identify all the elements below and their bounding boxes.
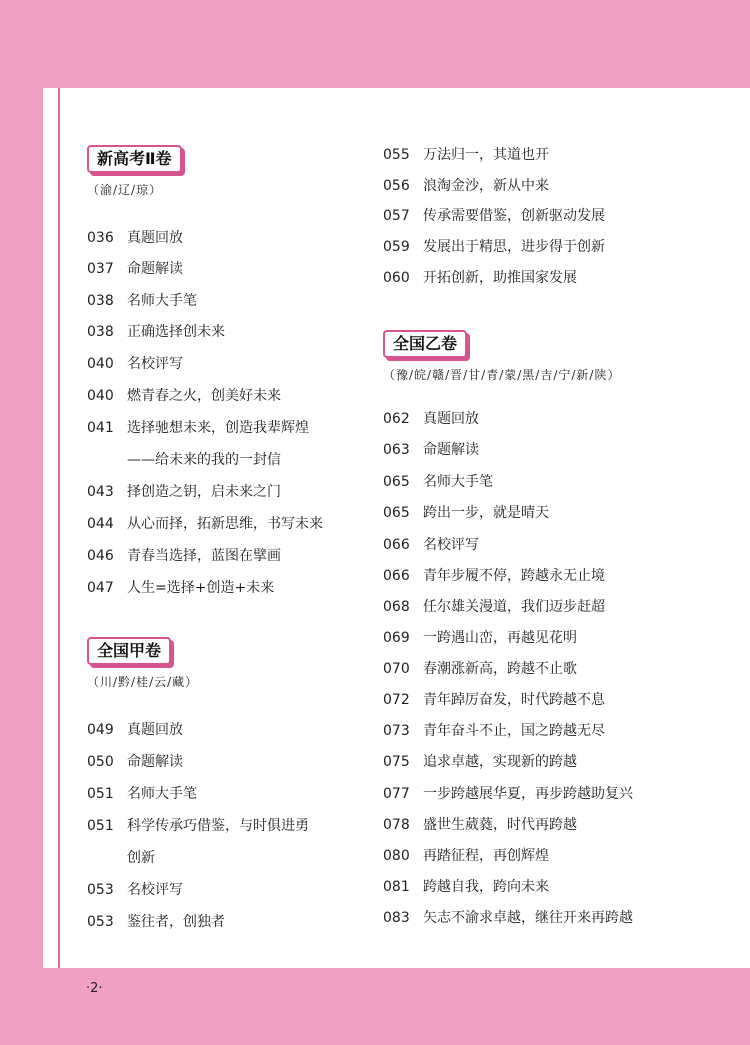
toc-entry[interactable]: 044 从心而择，拓新思维，书写未来 [87, 516, 323, 532]
toc-entry[interactable]: 069 一跨遇山峦，再越见花明 [383, 630, 577, 646]
toc-entry[interactable]: 051 科学传承巧借鉴，与时俱进勇 [87, 818, 309, 834]
section-header-national-a [87, 637, 198, 690]
toc-entry[interactable]: 068 任尔雄关漫道，我们迈步赶超 [383, 599, 605, 615]
toc-entry[interactable]: 080 再踏征程，再创辉煌 [383, 848, 549, 864]
toc-entry[interactable]: 037 命题解读 [87, 261, 183, 277]
toc-entry[interactable]: 038 名师大手笔 [87, 293, 197, 309]
toc-entry[interactable]: 066 名校评写 [383, 537, 479, 553]
toc-entry[interactable]: 053 名校评写 [87, 882, 183, 898]
toc-entry[interactable]: 056 浪淘金沙，新从中来 [383, 178, 549, 194]
toc-entry[interactable]: 065 名师大手笔 [383, 474, 493, 490]
toc-entry[interactable]: 073 青年奋斗不止，国之跨越无尽 [383, 723, 605, 739]
toc-entry[interactable]: 081 跨越自我，跨向未来 [383, 879, 549, 895]
toc-entry[interactable]: 059 发展出于精思，进步得于创新 [383, 239, 605, 255]
toc-entry[interactable]: 063 命题解读 [383, 442, 479, 458]
toc-entry[interactable]: 055 万法归一，其道也开 [383, 147, 549, 163]
toc-entry[interactable]: 072 青年踔厉奋发，时代跨越不息 [383, 692, 605, 708]
toc-entry[interactable]: 065 跨出一步，就是晴天 [383, 505, 549, 521]
toc-entry[interactable]: 062 真题回放 [383, 411, 479, 427]
section-regions: （渝/辽/琼） [87, 183, 163, 197]
toc-entry[interactable]: 040 燃青春之火，创美好未来 [87, 388, 281, 404]
toc-entry[interactable]: 078 盛世生葳蕤，时代再跨越 [383, 817, 577, 833]
toc-entry[interactable]: 046 青春当选择，蓝图在擘画 [87, 548, 281, 564]
toc-entry[interactable]: 070 春潮涨新高，跨越不止歌 [383, 661, 577, 677]
margin-rule [58, 88, 60, 968]
toc-entry[interactable]: 053 鉴往者，创独者 [87, 914, 225, 930]
section-badge: 全国乙卷 [383, 330, 467, 358]
toc-entry[interactable]: 083 矢志不渝求卓越，继往开来再跨越 [383, 910, 633, 926]
section-regions: （豫/皖/赣/晋/甘/青/蒙/黑/吉/宁/新/陕） [383, 368, 621, 382]
toc-entry[interactable]: 060 开拓创新，助推国家发展 [383, 270, 577, 286]
section-header-national-b [383, 330, 620, 383]
toc-entry[interactable]: 038 正确选择创未来 [87, 324, 225, 340]
toc-entry-subtitle: ——给未来的我的一封信 [127, 452, 281, 468]
page-number: ·2· [86, 981, 103, 996]
section-badge: 全国甲卷 [87, 637, 171, 665]
toc-entry[interactable]: 075 追求卓越，实现新的跨越 [383, 754, 577, 770]
toc-entry[interactable]: 077 一步跨越展华夏，再步跨越助复兴 [383, 786, 633, 802]
toc-entry[interactable]: 043 择创造之钥，启未来之门 [87, 484, 281, 500]
toc-entry[interactable]: 051 名师大手笔 [87, 786, 197, 802]
toc-entry[interactable]: 049 真题回放 [87, 722, 183, 738]
toc-entry[interactable]: 036 真题回放 [87, 230, 183, 246]
toc-entry[interactable]: 047 人生=选择+创造+未来 [87, 580, 275, 596]
toc-entry[interactable]: 066 青年步履不停，跨越永无止境 [383, 568, 605, 584]
toc-entry[interactable]: 050 命题解读 [87, 754, 183, 770]
toc-entry[interactable]: 057 传承需要借鉴，创新驱动发展 [383, 208, 605, 224]
section-regions: （川/黔/桂/云/藏） [87, 675, 199, 689]
section-badge: 新高考Ⅱ卷 [87, 145, 182, 173]
toc-entry[interactable]: 040 名校评写 [87, 356, 183, 372]
section-header-new-gaokao-2 [87, 145, 182, 198]
toc-entry-continuation: 创新 [127, 850, 155, 866]
toc-entry[interactable]: 041 选择驰想未来，创造我辈辉煌 [87, 420, 309, 436]
